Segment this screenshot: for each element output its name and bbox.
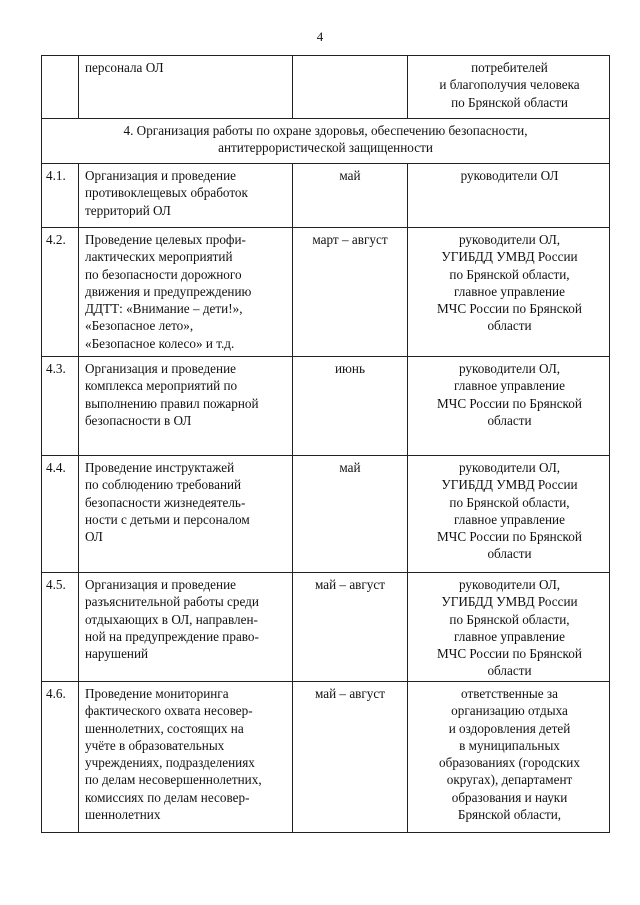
event-line: «Безопасное колесо» и т.д. — [85, 335, 235, 351]
event-cell — [79, 573, 293, 682]
event-line: шеннолетних — [85, 807, 161, 823]
table-row — [42, 456, 610, 573]
date-cell: июнь — [293, 357, 408, 456]
event-line: «Безопасное лето», — [85, 318, 194, 334]
continuation-responsible-line: и благополучия человека — [439, 77, 580, 93]
responsible-line: УГИБДД УМВД России — [441, 477, 578, 493]
continuation-num-cell — [42, 56, 79, 119]
responsible-line: организацию отдыха — [451, 703, 568, 719]
event-line: Проведение мониторинга — [85, 686, 229, 701]
responsible-line: УГИБДД УМВД России — [441, 594, 578, 610]
responsible-line: МЧС России по Брянской — [437, 395, 582, 411]
event-cell — [79, 682, 293, 833]
responsible-cell — [408, 357, 610, 456]
responsible-line: УГИБДД УМВД России — [441, 249, 578, 265]
event-line: учреждениях, подразделениях — [85, 755, 255, 771]
table-row — [42, 573, 610, 682]
event-line: учёте в образовательных — [85, 737, 225, 753]
event-line: ности с детьми и персоналом — [85, 511, 250, 527]
row-number: 4.1. — [42, 164, 79, 228]
section-header-row — [42, 119, 610, 164]
event-line: безопасности в ОЛ — [85, 412, 192, 428]
event-cell — [79, 456, 293, 573]
event-line: отдыхающих в ОЛ, направлен- — [85, 611, 258, 627]
event-line: ДДТТ: «Внимание – дети!», — [85, 301, 243, 317]
event-line: Проведение инструктажей — [85, 460, 235, 475]
row-number: 4.4. — [42, 456, 79, 573]
events-table — [41, 55, 610, 833]
responsible-cell — [408, 682, 610, 833]
event-line: Организация и проведение — [85, 577, 236, 592]
continuation-event-line: персонала ОЛ — [85, 60, 164, 75]
continuation-date-cell — [293, 56, 408, 119]
event-line: фактического охвата несовер- — [85, 703, 253, 719]
responsible-line: главное управление — [454, 283, 565, 299]
event-line: территорий ОЛ — [85, 202, 171, 218]
event-line: ОЛ — [85, 529, 103, 545]
date-cell: май – август — [293, 573, 408, 682]
section-header — [42, 119, 610, 164]
section-title-line: антитеррористической защищенности — [218, 140, 433, 156]
responsible-line: области — [487, 318, 532, 334]
event-line: по безопасности дорожного — [85, 266, 242, 282]
continuation-row — [42, 56, 610, 119]
row-number: 4.3. — [42, 357, 79, 456]
event-line: ной на предупреждение право- — [85, 628, 259, 644]
responsible-line: главное управление — [454, 378, 565, 394]
responsible-line: и оздоровления детей — [448, 720, 571, 736]
responsible-line: образованиях (городских — [439, 755, 580, 771]
responsible-line: руководители ОЛ — [460, 168, 559, 183]
date-cell: май – август — [293, 682, 408, 833]
responsible-line: по Брянской области, — [449, 266, 570, 282]
event-line: безопасности жизнедеятель- — [85, 494, 246, 510]
responsible-line: образования и науки — [451, 789, 568, 805]
event-cell — [79, 164, 293, 228]
date-cell: май — [293, 456, 408, 573]
responsible-line: по Брянской области, — [449, 611, 570, 627]
continuation-event-cell — [79, 56, 293, 119]
event-line: Организация и проведение — [85, 361, 236, 376]
event-line: по делам несовершеннолетних, — [85, 772, 262, 788]
responsible-line: округах), департамент — [446, 772, 573, 788]
section-title-line: 4. Организация работы по охране здоровья, обеспечению безопасности, — [123, 123, 528, 138]
responsible-line: области — [487, 546, 532, 562]
row-number: 4.6. — [42, 682, 79, 833]
responsible-line: области — [487, 663, 532, 679]
responsible-line: главное управление — [454, 628, 565, 644]
table-row — [42, 357, 610, 456]
event-line: комиссиях по делам несовер- — [85, 789, 250, 805]
responsible-line: по Брянской области, — [449, 494, 570, 510]
responsible-line: ответственные за — [461, 686, 558, 701]
event-line: шеннолетних, состоящих на — [85, 720, 244, 736]
responsible-line: области — [487, 412, 532, 428]
responsible-line: главное управление — [454, 511, 565, 527]
event-line: выполнению правил пожарной — [85, 395, 259, 411]
responsible-cell — [408, 164, 610, 228]
responsible-line: МЧС России по Брянской — [437, 646, 582, 662]
event-line: Проведение целевых профи- — [85, 232, 246, 247]
page-number: 4 — [316, 29, 324, 44]
table-row — [42, 164, 610, 228]
event-line: движения и предупреждению — [85, 283, 252, 299]
responsible-cell — [408, 573, 610, 682]
event-line: противоклещевых обработок — [85, 185, 248, 201]
responsible-line: руководители ОЛ, — [458, 232, 561, 247]
responsible-line: руководители ОЛ, — [458, 577, 561, 592]
event-line: лактических мероприятий — [85, 249, 233, 265]
continuation-responsible-cell — [408, 56, 610, 119]
event-cell — [79, 228, 293, 357]
responsible-cell — [408, 228, 610, 357]
event-line: по соблюдению требований — [85, 477, 242, 493]
table-row — [42, 228, 610, 357]
row-number: 4.2. — [42, 228, 79, 357]
event-line: Организация и проведение — [85, 168, 236, 183]
event-cell — [79, 357, 293, 456]
responsible-line: МЧС России по Брянской — [437, 529, 582, 545]
responsible-line: МЧС России по Брянской — [437, 301, 582, 317]
event-line: разъяснительной работы среди — [85, 594, 259, 610]
continuation-responsible-line: потребителей — [471, 60, 548, 75]
responsible-cell — [408, 456, 610, 573]
continuation-responsible-line: по Брянской области — [451, 94, 568, 110]
date-cell: март – август — [293, 228, 408, 357]
event-line: нарушений — [85, 646, 149, 662]
responsible-line: руководители ОЛ, — [458, 361, 561, 376]
responsible-line: в муниципальных — [459, 737, 560, 753]
row-number: 4.5. — [42, 573, 79, 682]
event-line: комплекса мероприятий по — [85, 378, 238, 394]
responsible-line: руководители ОЛ, — [458, 460, 561, 475]
table-row — [42, 682, 610, 833]
date-cell: май — [293, 164, 408, 228]
responsible-line: Брянской области, — [457, 807, 562, 823]
